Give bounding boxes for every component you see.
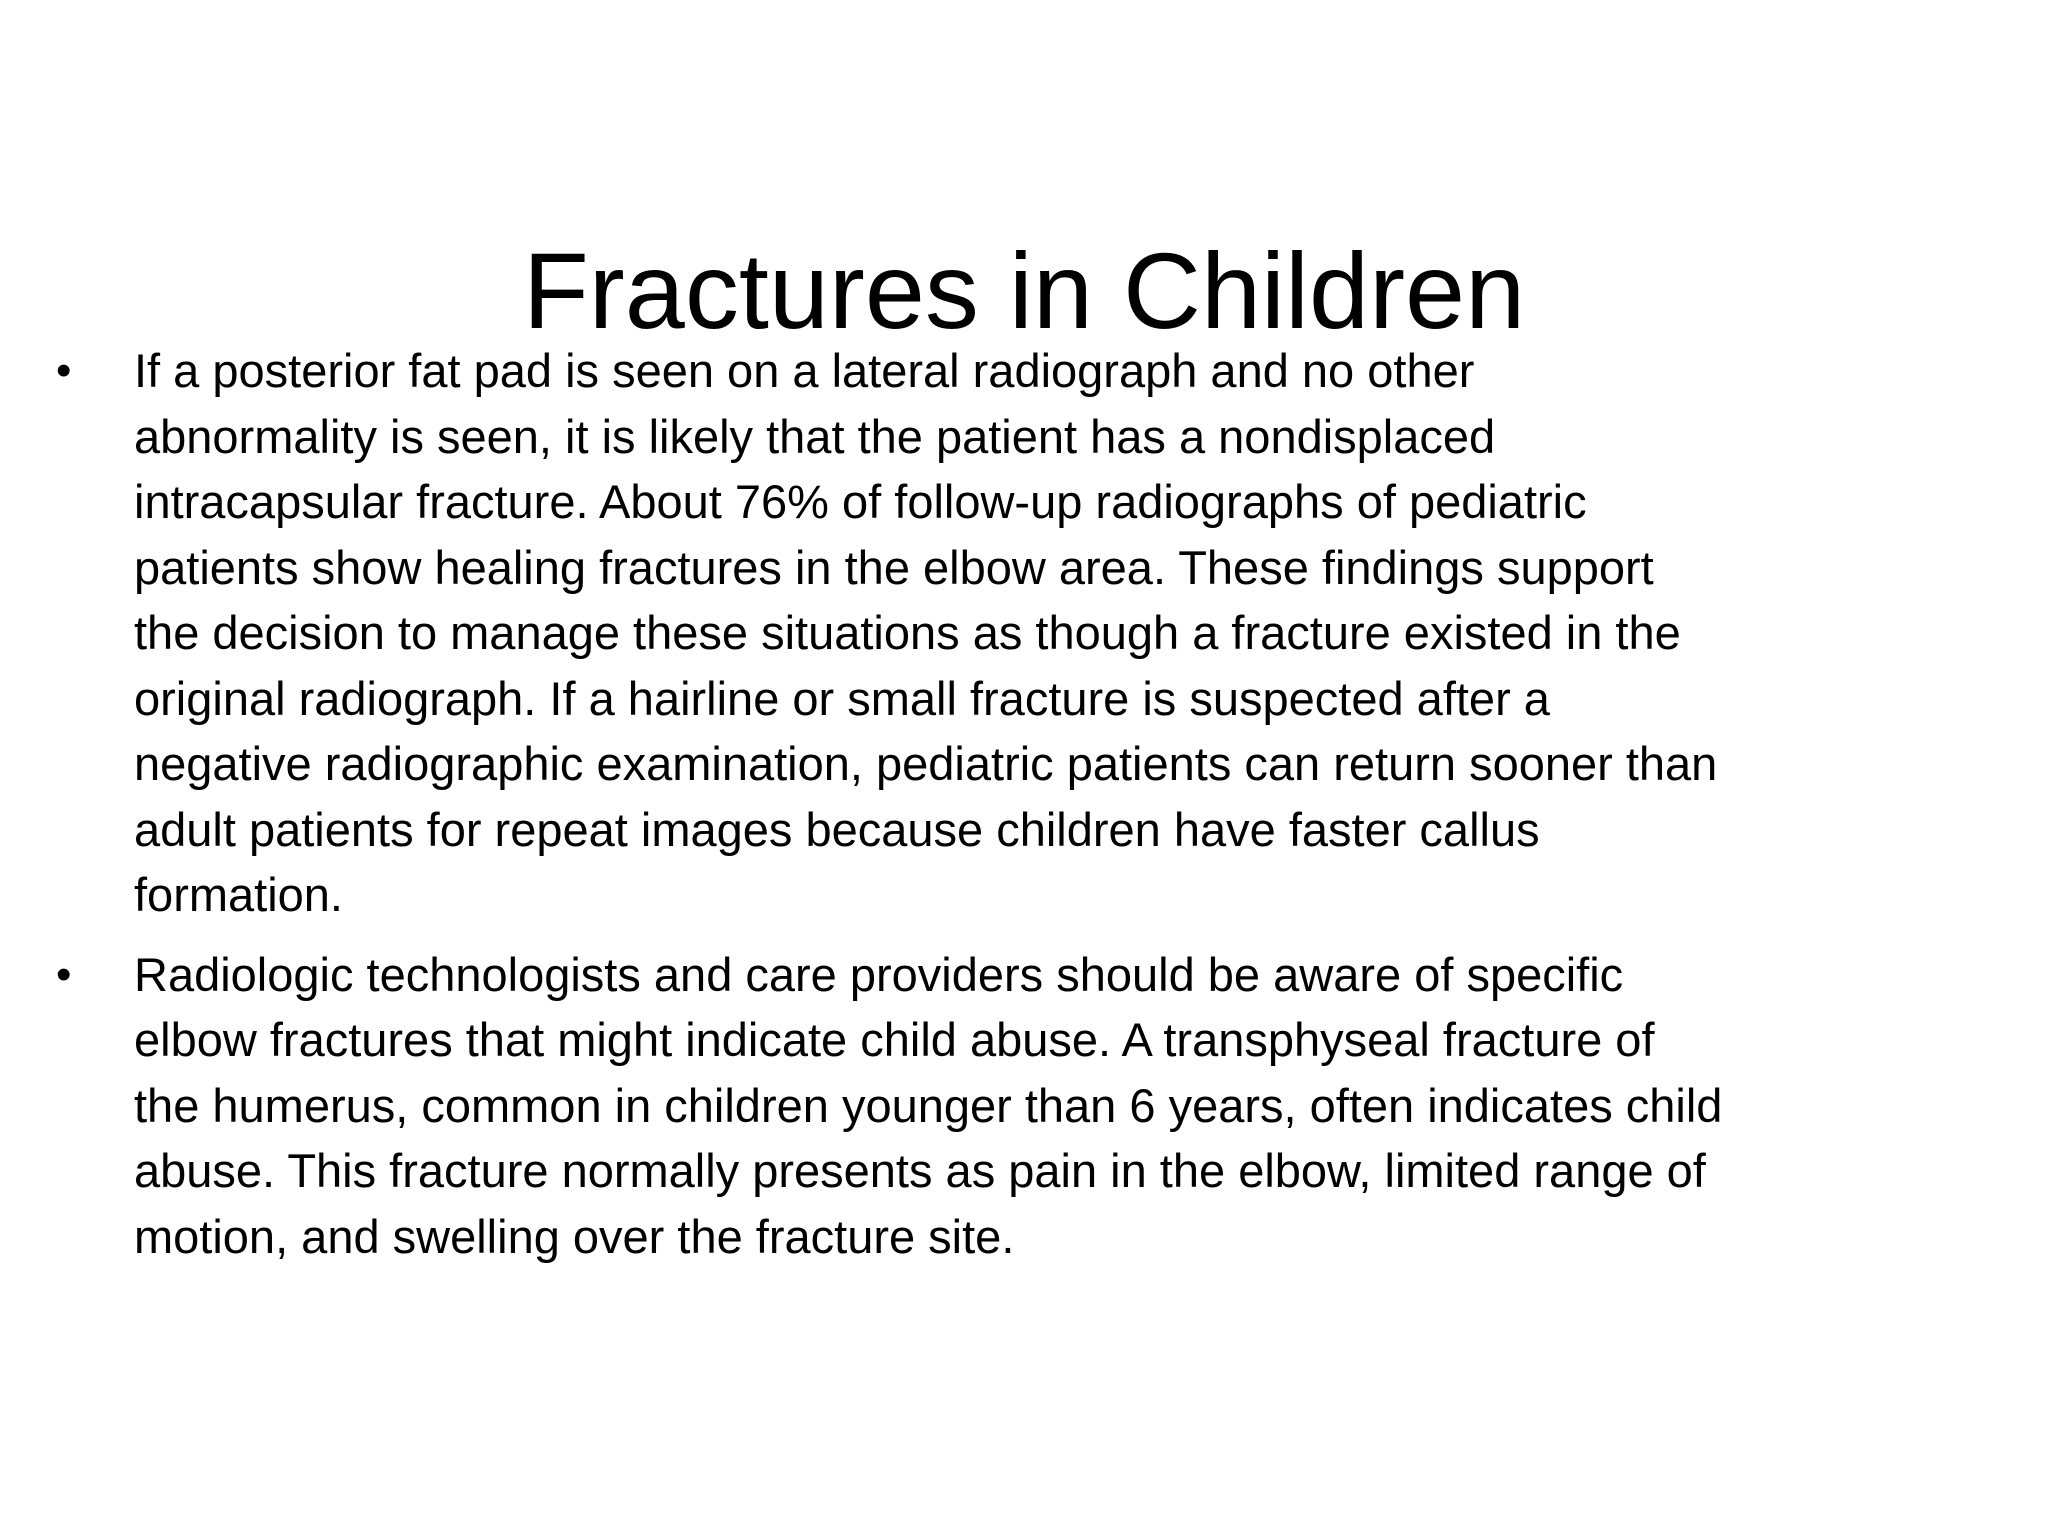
bullet-item-child-abuse bbox=[52, 942, 2012, 1270]
bullet-text-fat-pad: If a posterior fat pad is seen on a lateral radiograph and no other abnormality is seen, it is likely that the patient has a nondisplaced intracapsular fracture. About 76% of follow-up radiographs of pediatric patients show healing fractures in the elbow area. These findings support the decision to manage these situations as though a fracture existed in the original radiograph. If a hairline or small fracture is suspected after a negative radiographic examination, pediatric patients can return sooner than adult patients for repeat images because children have faster callus formation. bbox=[134, 344, 1718, 921]
bullet-list bbox=[52, 338, 2012, 1283]
bullet-marker: • bbox=[56, 346, 72, 395]
bullet-marker: • bbox=[56, 949, 72, 999]
bullet-item-fat-pad bbox=[52, 338, 2012, 928]
slide-title: Fractures in Children bbox=[522, 230, 1526, 351]
bullet-text-child-abuse: Radiologic technologists and care providers should be aware of specific elbow fractures that might indicate child abuse. A transphyseal fracture of the humerus, common in children younger than 6 years, often indicates child abuse. This fracture normally presents as pain in the elbow, limited range of motion, and swelling over the fracture site. bbox=[134, 947, 1723, 1263]
